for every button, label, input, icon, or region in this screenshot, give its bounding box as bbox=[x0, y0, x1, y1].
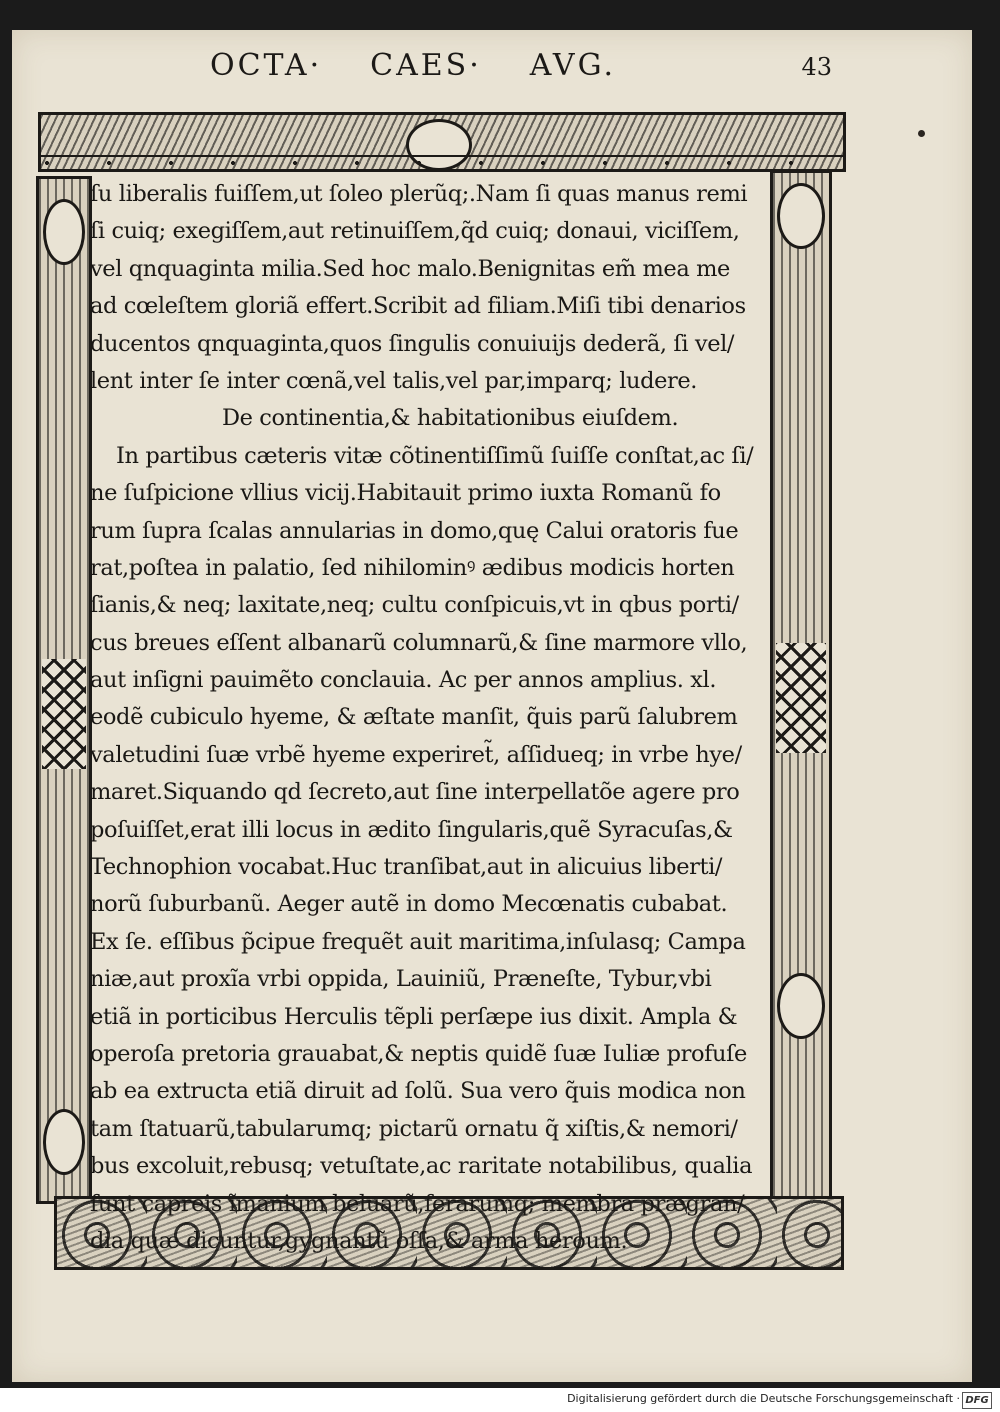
column-ornament bbox=[777, 183, 825, 249]
text-line: rat,poſtea in palatio, ſed nihilominꝰ ædibus modicis horten bbox=[90, 554, 735, 581]
body-text bbox=[90, 176, 766, 1254]
woodcut-border-left bbox=[36, 176, 92, 1204]
text-line: ſianis,& neq; laxitate,neq; cultu conſpicuis,vt in qbus porti/ bbox=[90, 592, 739, 619]
text-line: In partibus cæteris vitæ cõtinentiſſimũ ſuiſſe conſtat,ac ſi/ bbox=[116, 442, 754, 469]
text-line: Ex ſe. eſſibus p̃cipue frequẽt auit maritima,inſulasq; Campa bbox=[90, 928, 746, 955]
column-ornament bbox=[43, 1109, 85, 1175]
text-line: bus excoluit,rebusq; vetuſtate,ac raritate notabilibus, qualia bbox=[90, 1153, 753, 1180]
text-line: ab ea extructa etiã diruit ad ſolũ. Sua vero q̃uis modica non bbox=[90, 1078, 746, 1105]
text-line: norũ ſuburbanũ. Aeger autẽ in domo Mecœnatis cubabat. bbox=[90, 891, 728, 918]
running-head bbox=[210, 48, 830, 100]
woodcut-border-top bbox=[38, 112, 846, 172]
text-line: vel qnquaginta milia.Sed hoc malo.Benignitas em̃ mea me bbox=[90, 255, 730, 282]
text-line: etiã in porticibus Herculis tẽpli perſæpe ius dixit. Ampla & bbox=[90, 1003, 738, 1030]
text-line: ad cœleſtem gloriã effert.Scribit ad filiam.Miſi tibi denarios bbox=[90, 293, 746, 320]
text-line: lent inter ſe inter cœnã,vel talis,vel par,imparq; ludere. bbox=[90, 367, 698, 394]
column-ornament bbox=[43, 199, 85, 265]
text-line: poſuiſſet,erat illi locus in ædito ſingularis,quẽ Syracuſas,& bbox=[90, 816, 733, 843]
knotwork-ornament bbox=[776, 643, 826, 753]
section-heading: De continentia,& habitationibus eiuſdem. bbox=[222, 405, 679, 432]
running-head-part: AVG. bbox=[529, 48, 617, 83]
text-line: ſu liberalis fuiſſem,ut ſoleo plerũq;.Nam ſi quas manus remi bbox=[90, 181, 748, 207]
text-line: tam ſtatuarũ,tabularumq; pictarũ ornatu q̃ xiſtis,& nemori/ bbox=[90, 1115, 738, 1142]
text-line: ſunt capreis ĩmanium beluarũ,ferarumq; membra prægran/ bbox=[90, 1190, 745, 1217]
running-head-part: OCTA· bbox=[210, 48, 323, 83]
text-line: niæ,aut proxĩa vrbi oppida, Lauiniũ, Præneſte, Tybur,vbi bbox=[90, 966, 712, 993]
text-line: ducentos qnquaginta,quos ſingulis conuiuijs dederã, ſi vel/ bbox=[90, 330, 735, 357]
column-ornament bbox=[777, 973, 825, 1039]
text-line: maret.Siquando qd ſecreto,aut ſine interpellatõe agere pro bbox=[90, 779, 740, 806]
text-line: eodẽ cubiculo hyeme, & æſtate manſit, q̃uis parũ ſalubrem bbox=[90, 704, 738, 731]
running-head-part: CAES· bbox=[370, 48, 482, 83]
ink-spot bbox=[918, 130, 925, 137]
text-line: rum ſupra ſcalas annularias in domo,quę Calui oratoris fue bbox=[90, 517, 739, 544]
text-line: ſi cuiq; exegiſſem,aut retinuiſſem,q̃d cuiq; donaui, viciſſem, bbox=[90, 218, 740, 245]
text-line: Technophion vocabat.Huc tranſibat,aut in alicuius liberti/ bbox=[90, 854, 723, 881]
text-line: operoſa pretoria grauabat,& neptis quidẽ ſuæ Iuliæ profuſe bbox=[90, 1040, 747, 1067]
funding-notice: Digitalisierung gefördert durch die Deutsche Forschungsgemeinschaft · bbox=[567, 1392, 960, 1405]
text-line: cus breues eſſent albanarũ columnarũ,& ſine marmore vllo, bbox=[90, 629, 748, 656]
text-line: dia,quæ dicuntur,gygnantũ oſſa,& arma heroum. bbox=[90, 1227, 628, 1254]
text-line: aut inſigni pauimẽto conclauia. Ac per annos amplius. xl. bbox=[90, 667, 717, 694]
woodcut-border-right bbox=[770, 170, 832, 1204]
text-line: ne ſuſpicione vllius vicij.Habitauit primo iuxta Romanũ fo bbox=[90, 480, 721, 507]
bead-molding bbox=[41, 155, 843, 169]
footer-bar bbox=[0, 1388, 1000, 1412]
knotwork-ornament bbox=[42, 659, 86, 769]
text-line: valetudini ſuæ vrbẽ hyeme experiret̃, aſſidueq; in vrbe hye/ bbox=[90, 741, 742, 768]
page-number: 43 bbox=[801, 53, 832, 81]
dfg-logo: DFG bbox=[962, 1392, 992, 1409]
